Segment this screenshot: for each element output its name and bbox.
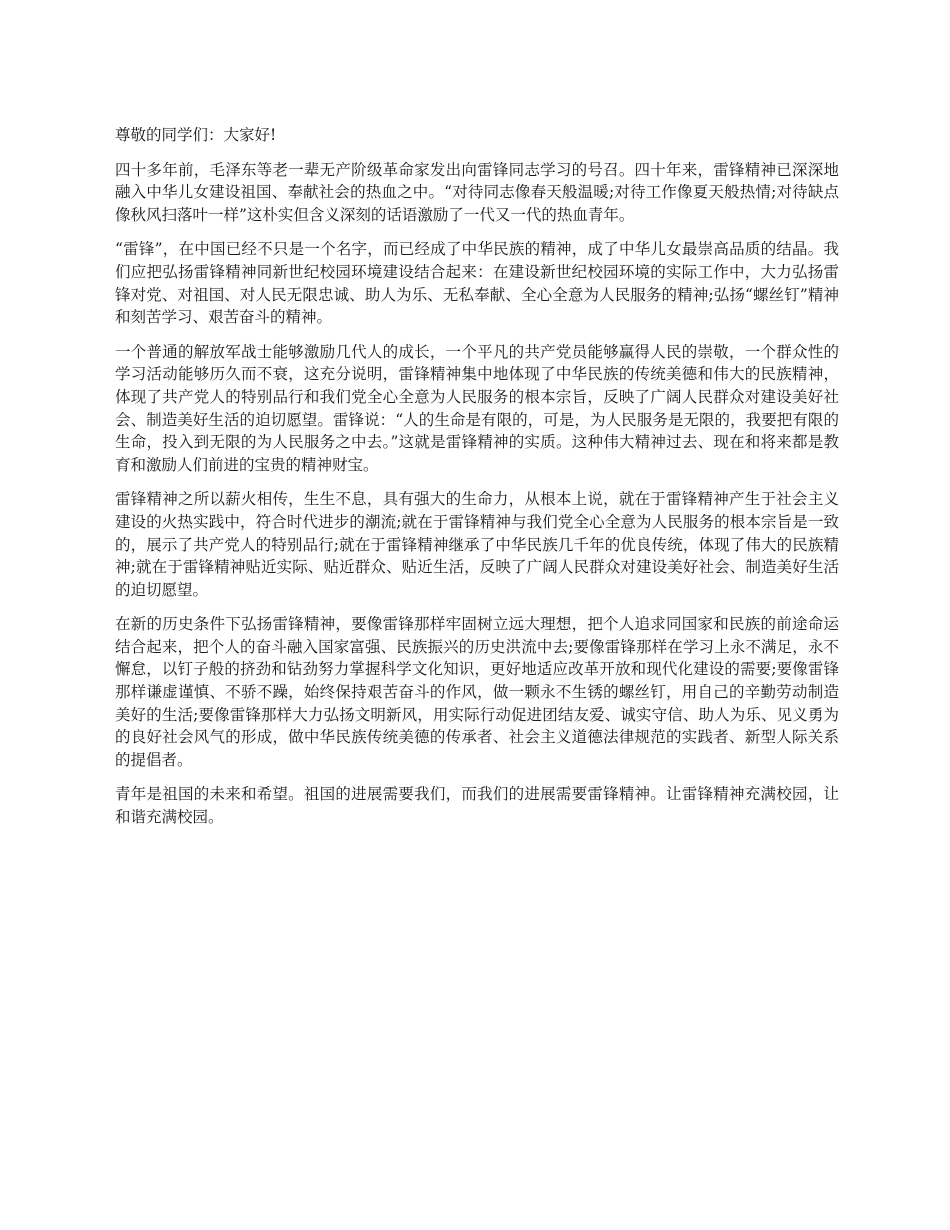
greeting-line: 尊敬的同学们：大家好!	[115, 126, 277, 144]
paragraph-3: 一个普通的解放军战士能够激励几代人的成长，一个平凡的共产党员能够赢得人民的崇敬，一个群众性的学习活动能够历久而不衰，这充分说明，雷锋精神集中地体现了中华民族的传统美德和伟大的民族精神，体现了共产党人的特别品行和我们党全心全意为人民服务的根本宗旨，反映了广阔人民群众对建设美好社会、制造美好生活的迫切愿望。雷锋说：“人的生命是有限的，可是，为人民服务是无限的，我要把有限的生命，投入到无限的为人民服务之中去。”这就是雷锋精神的实质。这种伟大精神过去、现在和将来都是教育和激励人们前进的宝贵的精神财宝。	[115, 342, 839, 474]
paragraph-1: 四十多年前，毛泽东等老一辈无产阶级革命家发出向雷锋同志学习的号召。四十年来，雷锋精神已深深地融入中华儿女建设祖国、奉献社会的热血之中。“对待同志像春天般温暖;对待工作像夏天般热情;对待缺点像秋风扫落叶一样”这朴实但含义深刻的话语激励了一代又一代的热血青年。	[115, 160, 839, 224]
paragraph-4: 雷锋精神之所以薪火相传，生生不息，具有强大的生命力，从根本上说，就在于雷锋精神产生于社会主义建设的火热实践中，符合时代进步的潮流;就在于雷锋精神与我们党全心全意为人民服务的根本宗旨是一致的，展示了共产党人的特别品行;就在于雷锋精神继承了中华民族几千年的优良传统，体现了伟大的民族精神;就在于雷锋精神贴近实际、贴近群众、贴近生活，反映了广阔人民群众对建设美好社会、制造美好生活的迫切愿望。	[115, 490, 839, 599]
paragraph-5: 在新的历史条件下弘扬雷锋精神，要像雷锋那样牢固树立远大理想，把个人追求同国家和民族的前途命运结合起来，把个人的奋斗融入国家富强、民族振兴的历史洪流中去;要像雷锋那样在学习上永不满足，永不懈怠，以钉子般的挤劲和钻劲努力掌握科学文化知识，更好地适应改革开放和现代化建设的需要;要像雷锋那样谦虚谨慎、不骄不躁，始终保持艰苦奋斗的作风，做一颗永不生锈的螺丝钉，用自己的辛勤劳动制造美好的生活;要像雷锋那样大力弘扬文明新风，用实际行动促进团结友爱、诚实守信、助人为乐、见义勇为的良好社会风气的形成，做中华民族传统美德的传承者、社会主义道德法律规范的实践者、新型人际关系的提倡者。	[115, 615, 839, 769]
paragraph-6: 青年是祖国的未来和希望。祖国的进展需要我们，而我们的进展需要雷锋精神。让雷锋精神充满校园，让和谐充满校园。	[115, 785, 839, 827]
paragraph-2: “雷锋”，在中国已经不只是一个名字，而已经成了中华民族的精神，成了中华儿女最崇高品质的结晶。我们应把弘扬雷锋精神同新世纪校园环境建设结合起来：在建设新世纪校园环境的实际工作中，大力弘扬雷锋对党、对祖国、对人民无限忠诚、助人为乐、无私奉献、全心全意为人民服务的精神;弘扬“螺丝钉”精神和刻苦学习、艰苦奋斗的精神。	[115, 240, 839, 327]
document-body	[115, 124, 839, 841]
